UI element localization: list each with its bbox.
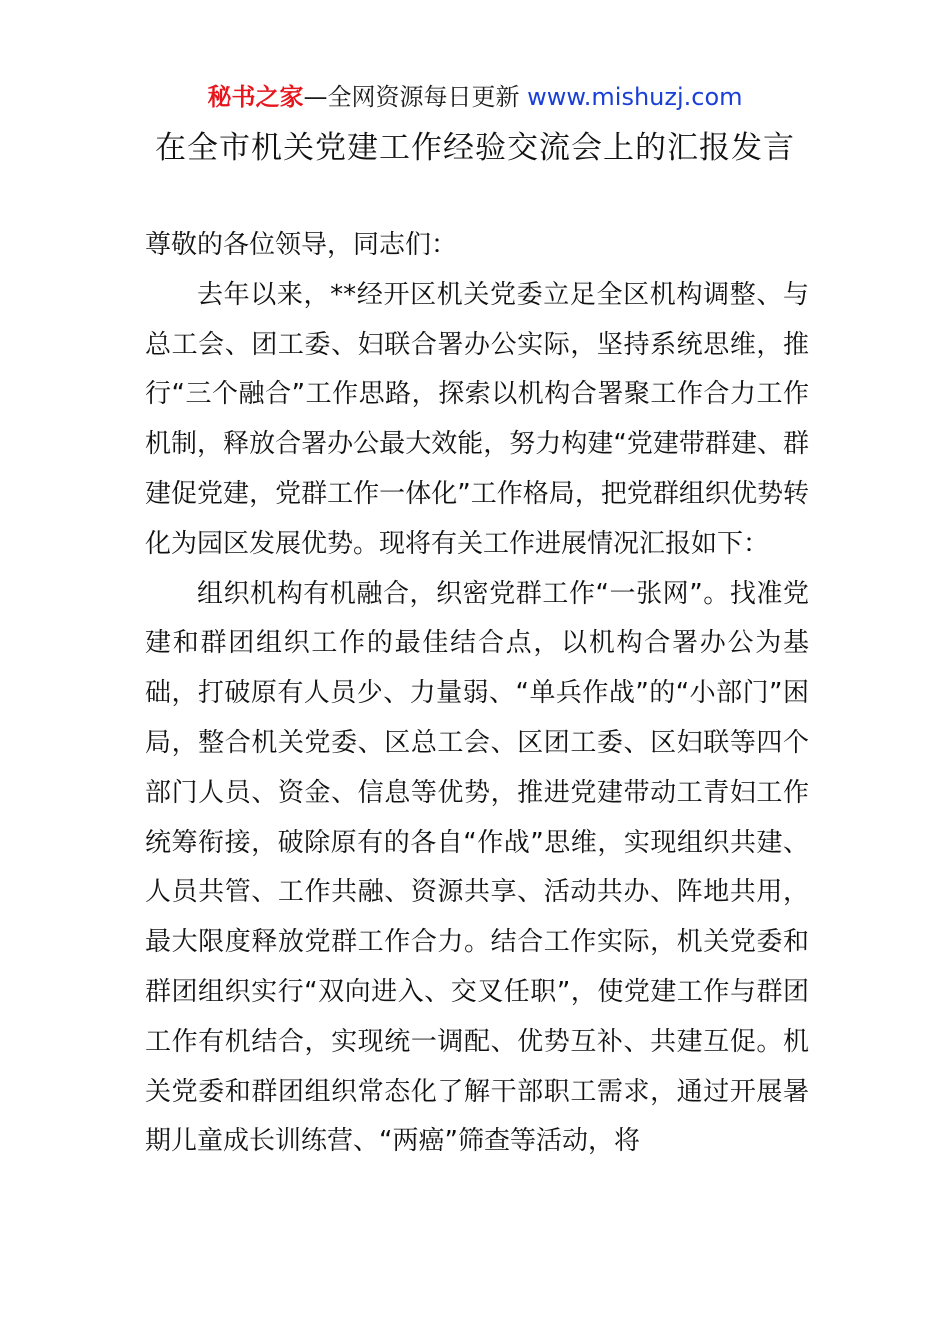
site-header (0, 80, 950, 114)
site-brand: 秘书之家 (207, 83, 304, 111)
paragraph-organization: 组织机构有机融合，织密党群工作“一张网”。找准党建和群团组织工作的最佳结合点，以机构合署办公为基础，打破原有人员少、力量弱、“单兵作战”的“小部门”困局，整合机关党委、区总工会、区团工委、区妇联等四个部门人员、资金、信息等优势，推进党建带动工青妇工作统筹衔接，破除原有的各自“作战”思维，实现组织共建、人员共管、工作共融、资源共享、活动共办、阵地共用，最大限度释放党群工作合力。结合工作实际，机关党委和群团组织实行“双向进入、交叉任职”，使党建工作与群团工作有机结合，实现统一调配、优势互补、共建互促。机关党委和群团组织常态化了解干部职工需求，通过开展暑期儿童成长训练营、“两癌”筛查等活动，将 (145, 578, 809, 1157)
site-tagline: —全网资源每日更新 (303, 83, 528, 111)
document-body (145, 221, 809, 1167)
site-url-link[interactable]: www.mishuzj.com (527, 83, 743, 111)
document-title: 在全市机关党建工作经验交流会上的汇报发言 (155, 130, 795, 166)
paragraph-intro: 去年以来，**经开区机关党委立足全区机构调整、与总工会、团工委、妇联合署办公实际，坚持系统思维，推行“三个融合”工作思路，探索以机构合署聚工作合力工作机制，释放合署办公最大效能，努力构建“党建带群建、群建促党建，党群工作一体化”工作格局，把党群组织优势转化为园区发展优势。现将有关工作进展情况汇报如下： (145, 279, 809, 559)
salutation: 尊敬的各位领导，同志们： (145, 230, 458, 260)
